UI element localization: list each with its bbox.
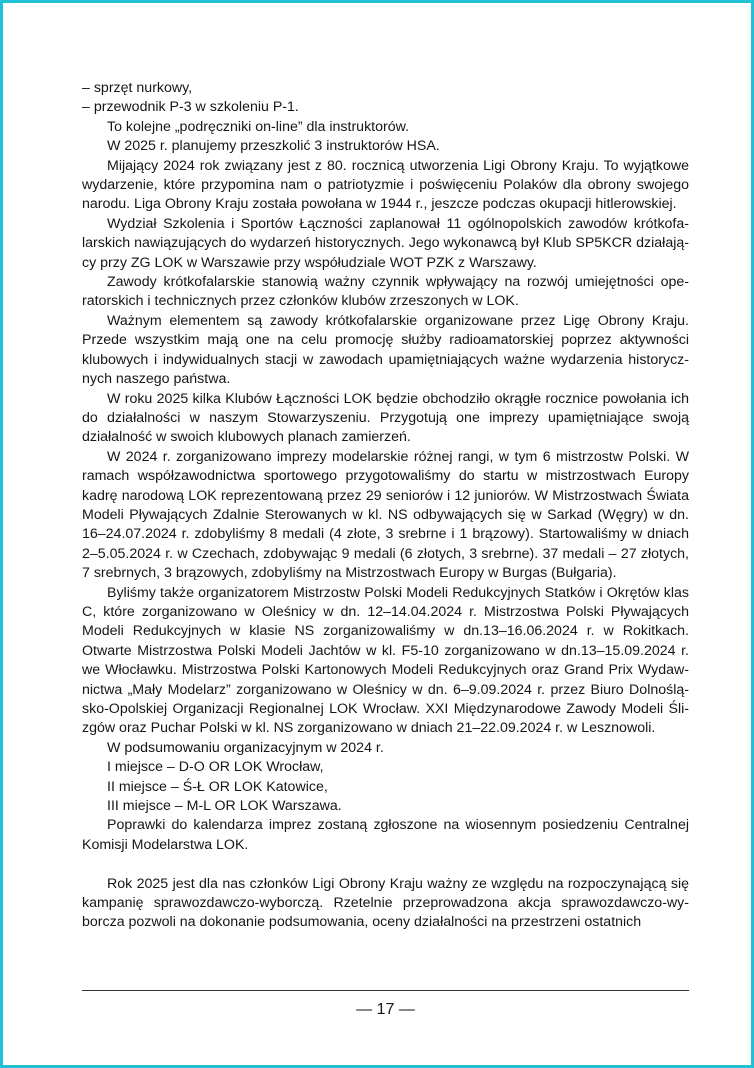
ranking-second-place: II miejsce – Ś-Ł OR LOK Katowice, (107, 778, 328, 795)
paragraph-radio-promotion: Ważnym elementem są zawody krótkofalarskie organizowane przez Ligę Obrony Kraju. Przede wszystkim mają one na celu promocję służby radioamatorskiej poprzez aktywności klubowych i indywidualnych stacji w zawodach upamiętniających ważne wydarzenia historycznych naszego państwa. (82, 312, 689, 388)
document-body (82, 79, 689, 933)
ranking-first-place: I miejsce – D-O OR LOK Wrocław, (107, 759, 324, 776)
paragraph-summary-intro: W podsumowaniu organizacyjnym w 2024 r. (107, 739, 384, 756)
paragraph-gap (82, 855, 689, 874)
list-item-guide: – przewodnik P-3 w szkoleniu P-1. (82, 99, 299, 116)
ranking-third-place: III miejsce – M-L OR LOK Warszawa. (107, 798, 342, 815)
list-item-equipment: – sprzęt nurkowy, (82, 80, 193, 96)
paragraph-election-campaign: Rok 2025 jest dla nas członków Ligi Obrony Kraju ważny ze względu na rozpoczynającą się kampanię sprawozdawczo-wyborczą. Rzetelnie przeprowadzona akcja sprawozdawczo-wyborcza pozwoli na dokonanie podsumowania, oceny działalności na przestrzeni ostatnich (82, 875, 689, 931)
paragraph-operator-skills: Zawody krótkofalarskie stanowią ważny czynnik wpływający na rozwój umiejętności operatorskich i technicznych przez członków klubów zrzeszonych w LOK. (82, 274, 689, 310)
paragraph-hsa-training: W 2025 r. planujemy przeszkolić 3 instruktorów HSA. (107, 138, 440, 155)
footer-rule (82, 990, 689, 991)
paragraph-championships: Byliśmy także organizatorem Mistrzostw Polski Modeli Redukcyjnych Statków i Okrętów klas C, które zorganizowano w Oleśnicy w dn. 12–14.04.2024 r. Mistrzostwa Polski Pływających Modeli Redukcyjnych w klasie NS zorganizowaliśmy w dn.13–16.06.2024 r. w Rokitkach. Otwarte Mistrzostwa Polski Modeli Jachtów w kl. F5-10 zorganizowano w dn.13–15.09.2024 r. we Włocławku. Mistrzostwa Polski Kartonowych Modeli Redukcyjnych oraz Grand Prix Wydawnictwa „Mały Modelarz” zorganizowano w Oleśnicy w dn. 6–9.09.2024 r. przez Biuro Dolnośląsko-Opolskiej Organizacji Regionalnej LOK Wrocław. XXI Międzynarodowe Zawody Modeli Ślizgów oraz Puchar Polski w kl. NS zorganizowano w dniach 21–22.09.2024 r. w Lesznowoli. (82, 584, 689, 737)
paragraph-online-manuals: To kolejne „podręczniki on-line” dla instruktorów. (107, 118, 410, 135)
paragraph-club-anniversaries: W roku 2025 kilka Klubów Łączności LOK będzie obchodziło okrągłe rocznice powołania ich do działalności w naszym Stowarzyszeniu. Przygotują one imprezy upamiętniające swoją działalność w swoich klubowych planach zamierzeń. (82, 390, 689, 446)
paragraph-anniversary: Mijający 2024 rok związany jest z 80. rocznicą utworzenia Ligi Obrony Kraju. To wyjątkowe wydarzenie, które przypomina nam o patriotyzmie i poświęceniu Polaków dla obrony swojego narodu. Liga Obrony Kraju została powołana w 1944 r., jeszcze podczas okupacji hitlerowskiej. (82, 157, 689, 213)
paragraph-calendar-corrections: Poprawki do kalendarza imprez zostaną zgłoszone na wiosennym posiedzeniu Centralnej Komisji Modelarstwa LOK. (82, 817, 689, 853)
paragraph-radio-contests: Wydział Szkolenia i Sportów Łączności zaplanował 11 ogólnopolskich zawodów krótkofalarskich nawiązujących do wydarzeń historycznych. Jego wykonawcą był Klub SP5KCR działający przy ZG LOK w Warszawie przy współudziale WOT PZK z Warszawy. (82, 215, 689, 271)
page-number: — 17 — (356, 1001, 415, 1018)
paragraph-modeling-events: W 2024 r. zorganizowano imprezy modelarskie różnej rangi, w tym 6 mistrzostw Polski. W ramach współzawodnictwa sportowego przygotowaliśmy do startu w mistrzostwach Europy kadrę narodową LOK reprezentowaną przez 29 seniorów i 12 juniorów. W Mistrzostwach Świata Modeli Pływających Zdalnie Sterowanych w kl. NS odbywających się w Sarkad (Węgry) w dn. 16–24.07.2024 r. zdobyliśmy 8 medali (4 złote, 3 srebrne i 1 brązowy). Startowaliśmy w dniach 2–5.05.2024 r. w Czechach, zdobywając 9 medali (6 złotych, 3 srebrne). 37 medali – 27 złotych, 7 srebrnych, 3 brązowych, zdobyliśmy na Mistrzostwach Europy w Burgas (Bułgaria). (82, 448, 689, 582)
